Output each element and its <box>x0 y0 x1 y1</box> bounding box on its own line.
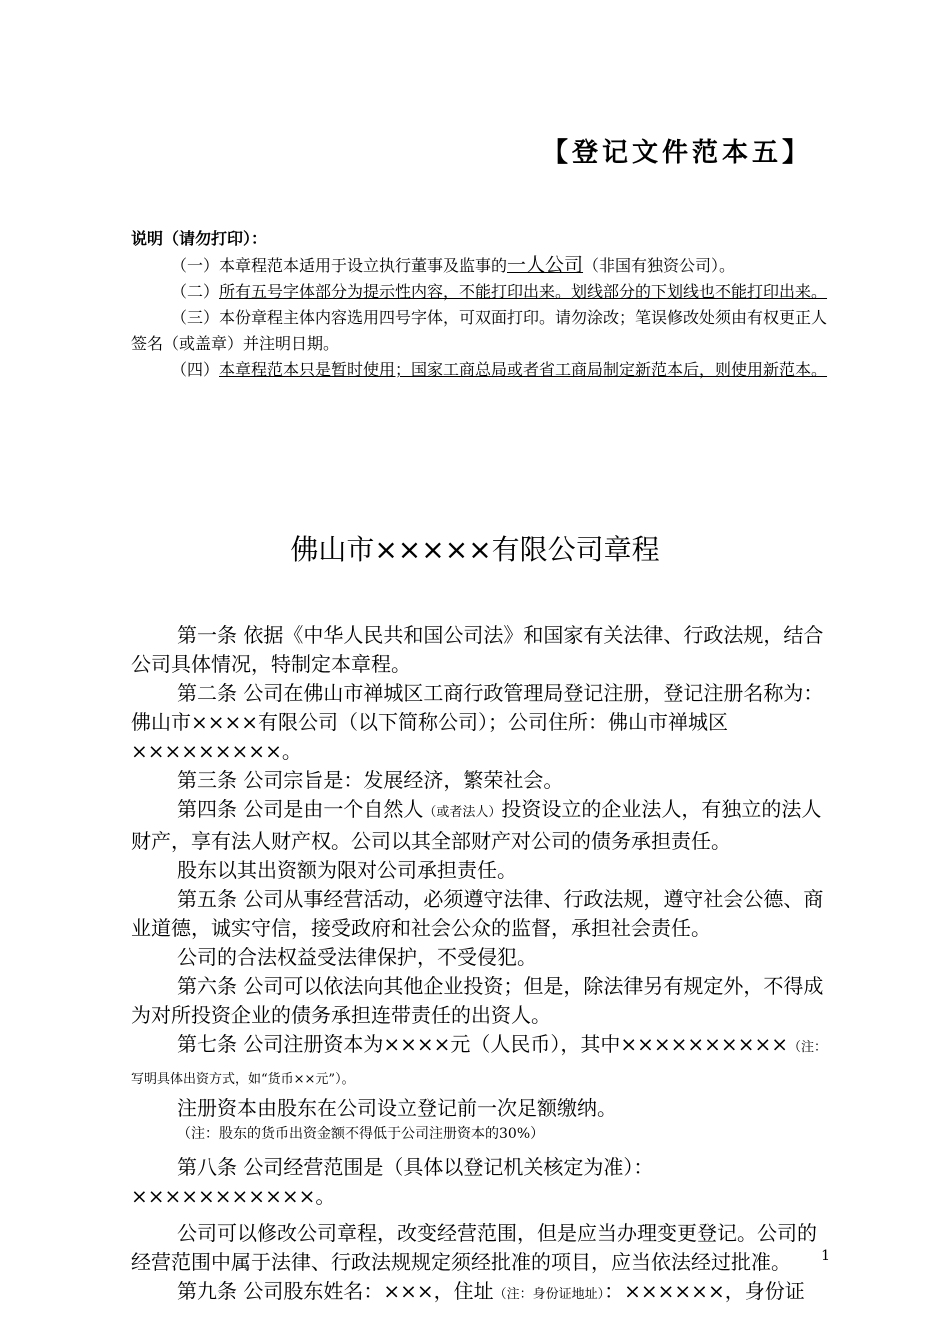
document-title: 佛山市×××××有限公司章程 <box>290 533 660 566</box>
articles-body <box>131 621 831 1309</box>
article-9 <box>131 1277 831 1309</box>
instruction-2-text: 所有五号字体部分为提示性内容，不能打印出来。划线部分的下划线也不能打印出来。 <box>219 282 828 301</box>
article-1: 第一条 依据《中华人民共和国公司法》和国家有关法律、行政法规，结合公司具体情况，特制定本章程。 <box>131 623 824 676</box>
article-7-text: 第七条 公司注册资本为××××元（人民币），其中×××××××××× <box>177 1032 788 1056</box>
instruction-1-emphasis: 一人公司 <box>507 254 584 276</box>
article-6: 第六条 公司可以依法向其他企业投资；但是，除法律另有规定外，不得成为对所投资企业的债务承担连带责任的出资人。 <box>131 974 824 1027</box>
document-tag: 【登记文件范本五】 <box>541 138 812 168</box>
article-4-text: 第四条 公司是由一个自然人 <box>177 797 424 821</box>
instruction-4-text: 本章程范本只是暂时使用；国家工商总局或者省工商局制定新范本后，则使用新范本。 <box>219 360 828 379</box>
article-4-suffix: 投资设立的企业法人，有独立的法人财产，享有法人财产权。公司以其全部财产对公司的债务承担责任。 <box>131 797 822 853</box>
article-7-note-2: （注：股东的货币出资金额不得低于公司注册资本的30%） <box>177 1126 545 1142</box>
instruction-3: （三）本份章程主体内容选用四号字体，可双面打印。请勿涂改；笔误修改处须由有权更正人签名（或盖章）并注明日期。 <box>131 308 828 353</box>
article-9-suffix: ：××××××，身份证 <box>604 1279 805 1303</box>
page-number: 1 <box>821 1248 830 1264</box>
instruction-1-text: （一）本章程范本适用于设立执行董事及监事的 <box>171 256 508 275</box>
instruction-4 <box>131 357 829 383</box>
article-8-paragraph-2: 公司可以修改公司章程，改变经营范围，但是应当办理变更登记。公司的经营范围中属于法律、行政法规规定须经批准的项目，应当依法经过批准。 <box>131 1221 817 1274</box>
article-3: 第三条 公司宗旨是：发展经济，繁荣社会。 <box>177 768 564 792</box>
article-5-paragraph-2: 公司的合法权益受法律保护，不受侵犯。 <box>177 945 537 969</box>
instruction-1-suffix: （非国有独资公司）。 <box>583 256 736 275</box>
instruction-2-number: （二） <box>171 282 220 301</box>
article-7-note: （注：写明具体出资方式，如“货币××元”）。 <box>131 1040 827 1087</box>
article-8: 第八条 公司经营范围是（具体以登记机关核定为准）：×××××××××××。 <box>131 1155 654 1208</box>
article-7-paragraph-2: 注册资本由股东在公司设立登记前一次足额缴纳。 <box>177 1096 617 1120</box>
article-4-paragraph-2: 股东以其出资额为限对公司承担责任。 <box>177 858 517 882</box>
article-4-note: （或者法人） <box>423 805 502 820</box>
article-5: 第五条 公司从事经营活动，必须遵守法律、行政法规，遵守社会公德、商业道德，诚实守信，接受政府和社会公众的监督，承担社会责任。 <box>131 887 824 940</box>
instructions-block <box>131 226 829 383</box>
instructions-heading: 说明（请勿打印）： <box>131 229 268 248</box>
article-9-text: 第九条 公司股东姓名：×××，住址 <box>177 1279 494 1303</box>
instruction-1 <box>131 252 829 279</box>
instruction-2 <box>131 279 829 305</box>
instruction-4-number: （四） <box>171 360 220 379</box>
article-2: 第二条 公司在佛山市禅城区工商行政管理局登记注册，登记注册名称为：佛山市××××有限公司（以下简称公司）；公司住所：佛山市禅城区×××××××××。 <box>131 681 824 763</box>
article-7 <box>131 1030 831 1094</box>
article-9-note: （注：身份证地址） <box>493 1287 605 1302</box>
article-4 <box>131 795 831 856</box>
